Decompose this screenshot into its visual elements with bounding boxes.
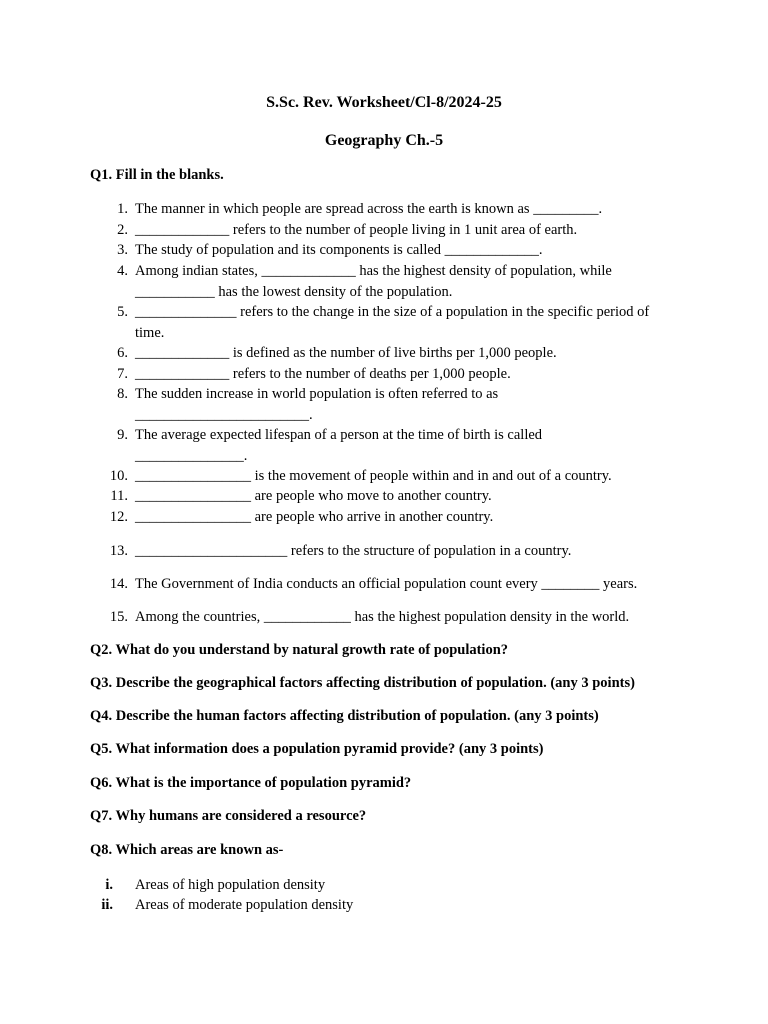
list-item-number: 15. <box>109 609 128 625</box>
list-item-text: Areas of high population density <box>135 877 326 893</box>
list-item-text: _____________ refers to the number of people living in 1 unit area of earth. <box>135 222 578 238</box>
list-item-number: 7. <box>117 366 128 382</box>
q3-heading: Q3. Describe the geographical factors affecting distribution of population. (any 3 points) <box>90 675 635 691</box>
list-item-number: i. <box>105 877 113 893</box>
chapter-title: Geography Ch.-5 <box>324 132 444 149</box>
list-item-text: _____________ refers to the number of deaths per 1,000 people. <box>135 366 511 382</box>
list-item-number: 9. <box>117 427 128 443</box>
list-item-text: The Government of India conducts an official population count every ________ years. <box>135 576 638 592</box>
list-item-number: 6. <box>117 345 128 361</box>
list-item-text: The study of population and its components is called _____________. <box>135 242 543 258</box>
list-item-text: Among indian states, _____________ has the highest density of population, while ___________ has the lowest density of the population. <box>135 263 612 300</box>
list-item-number: 12. <box>109 509 128 525</box>
list-item-text: The sudden increase in world population is often referred to as ________________________. <box>135 386 499 423</box>
list-item-number: 8. <box>117 386 128 402</box>
list-item-number: 11. <box>110 488 128 504</box>
list-item-text: _____________ is defined as the number of live births per 1,000 people. <box>135 345 557 361</box>
list-item-number: 1. <box>117 201 128 217</box>
list-item-text: ______________ refers to the change in the size of a population in the specific period of time. <box>135 304 650 341</box>
list-item-number: 2. <box>117 222 128 238</box>
q2-heading: Q2. What do you understand by natural growth rate of population? <box>90 642 509 658</box>
list-item-text: ________________ are people who arrive in another country. <box>135 509 494 525</box>
q7-heading: Q7. Why humans are considered a resource? <box>90 808 367 824</box>
list-item-text: Among the countries, ____________ has the highest population density in the world. <box>135 609 630 625</box>
q8-heading: Q8. Which areas are known as- <box>90 842 284 858</box>
list-item-number: 13. <box>109 543 128 559</box>
q4-heading: Q4. Describe the human factors affecting distribution of population. (any 3 points) <box>90 708 599 724</box>
q5-heading: Q5. What information does a population pyramid provide? (any 3 points) <box>90 741 544 757</box>
list-item-text: ________________ is the movement of people within and in and out of a country. <box>135 468 612 484</box>
list-item-number: ii. <box>101 897 113 913</box>
q1-heading: Q1. Fill in the blanks. <box>90 167 224 183</box>
list-item-text: _____________________ refers to the structure of population in a country. <box>135 543 572 559</box>
list-item-text: The average expected lifespan of a person at the time of birth is called _______________. <box>135 427 543 464</box>
list-item-number: 14. <box>109 576 128 592</box>
list-item-text: Areas of moderate population density <box>135 897 354 913</box>
list-item-number: 10. <box>109 468 128 484</box>
list-item-number: 3. <box>117 242 128 258</box>
list-item-number: 5. <box>117 304 128 320</box>
list-item-text: ________________ are people who move to another country. <box>135 488 492 504</box>
worksheet-title: S.Sc. Rev. Worksheet/Cl-8/2024-25 <box>266 94 502 111</box>
q6-heading: Q6. What is the importance of population pyramid? <box>90 775 412 791</box>
list-item-number: 4. <box>117 263 128 279</box>
list-item-text: The manner in which people are spread across the earth is known as _________. <box>135 201 603 217</box>
